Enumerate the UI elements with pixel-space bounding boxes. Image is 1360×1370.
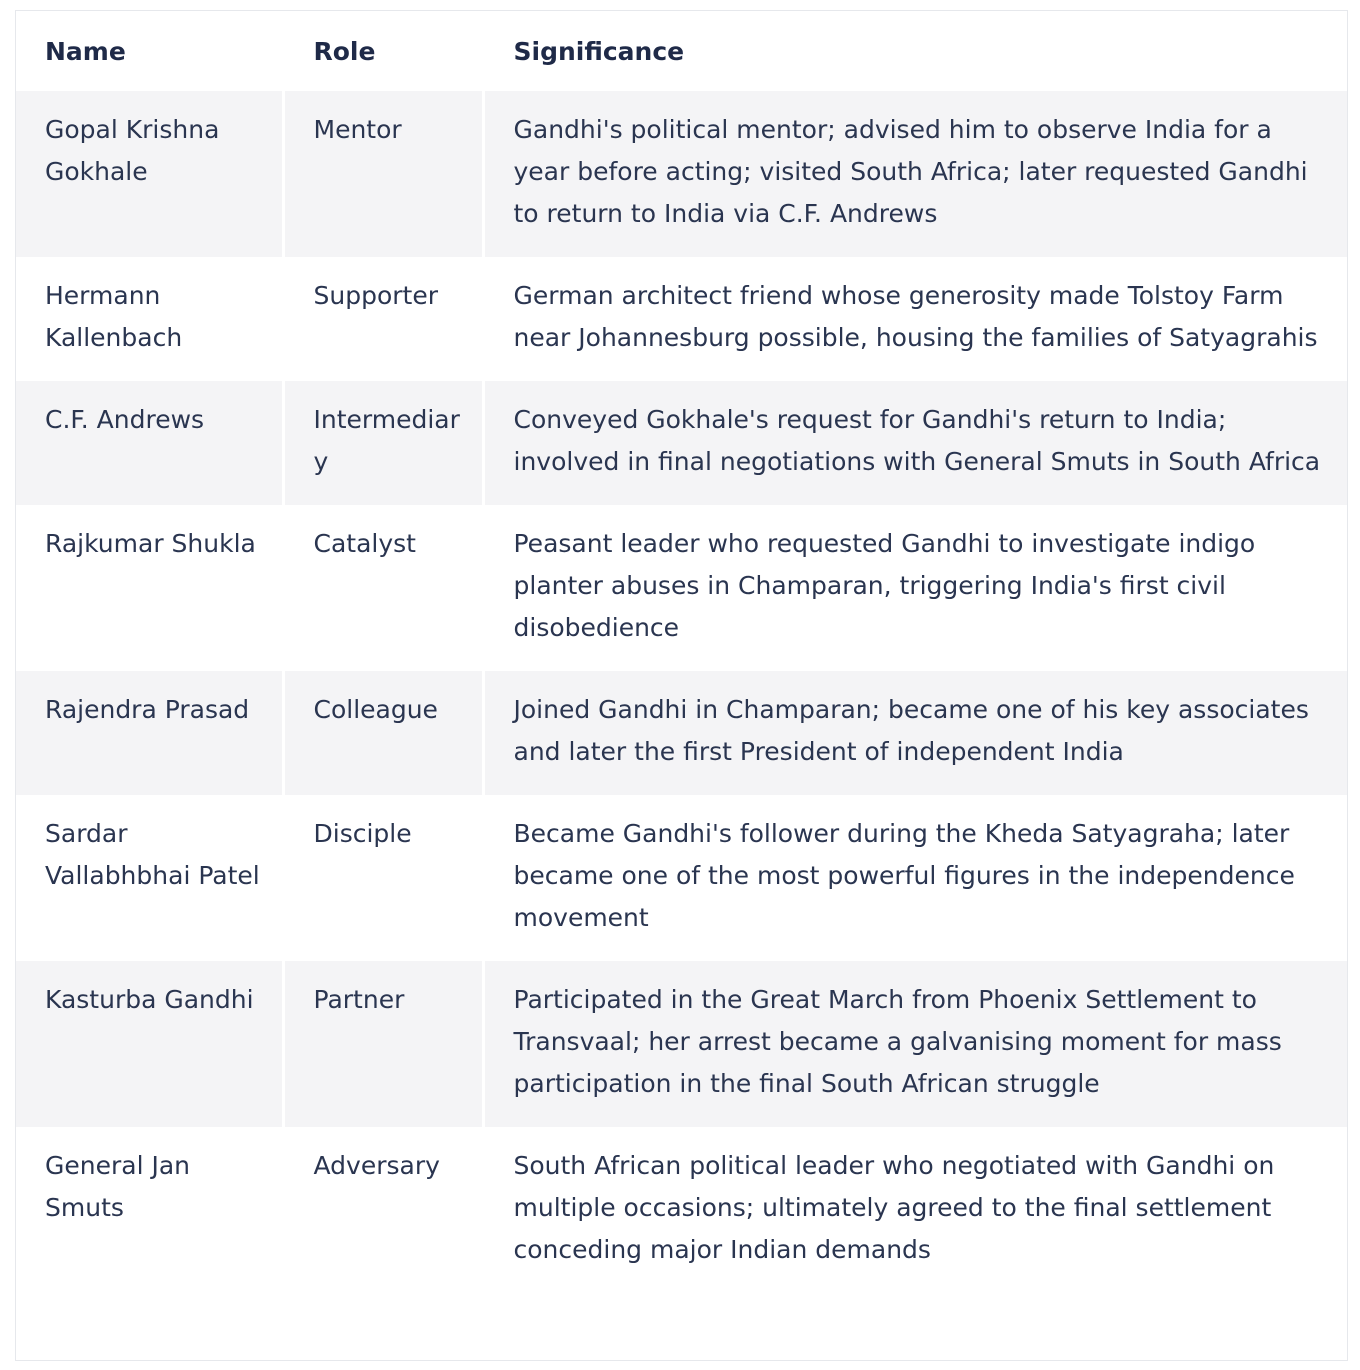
table-row [16,91,1347,257]
column-header-name: Name [16,11,283,91]
name-cell: Rajendra Prasad [16,671,283,795]
table-row [16,671,1347,795]
significance-cell: Conveyed Gokhale's request for Gandhi's return to India; involved in final negotiations with General Smuts in South Africa [483,381,1347,505]
role-cell: Supporter [283,257,483,381]
name-cell: Kasturba Gandhi [16,961,283,1127]
column-header-significance: Significance [483,11,1347,91]
significance-cell: Participated in the Great March from Phoenix Settlement to Transvaal; her arrest became a galvanising moment for mass participation in the final South African struggle [483,961,1347,1127]
role-cell: Intermediary [283,381,483,505]
role-cell: Partner [283,961,483,1127]
table-row [16,1127,1347,1293]
role-cell: Colleague [283,671,483,795]
significance-cell: Peasant leader who requested Gandhi to investigate indigo planter abuses in Champaran, triggering India's first civil disobedience [483,505,1347,671]
name-cell: Rajkumar Shukla [16,505,283,671]
name-cell: General Jan Smuts [16,1127,283,1293]
table-row [16,257,1347,381]
people-table [16,11,1347,1293]
role-cell: Mentor [283,91,483,257]
significance-cell: Became Gandhi's follower during the Kheda Satyagraha; later became one of the most powerful figures in the independence movement [483,795,1347,961]
people-table-container [15,10,1348,1361]
table-row [16,795,1347,961]
significance-cell: South African political leader who negotiated with Gandhi on multiple occasions; ultimately agreed to the final settlement conceding major Indian demands [483,1127,1347,1293]
name-cell: Hermann Kallenbach [16,257,283,381]
significance-cell: Joined Gandhi in Champaran; became one of his key associates and later the first President of independent India [483,671,1347,795]
name-cell: C.F. Andrews [16,381,283,505]
role-cell: Catalyst [283,505,483,671]
role-cell: Adversary [283,1127,483,1293]
role-cell: Disciple [283,795,483,961]
name-cell: Gopal Krishna Gokhale [16,91,283,257]
table-row [16,381,1347,505]
table-row [16,505,1347,671]
table-header-row [16,11,1347,91]
significance-cell: Gandhi's political mentor; advised him to observe India for a year before acting; visited South Africa; later requested Gandhi to return to India via C.F. Andrews [483,91,1347,257]
column-header-role: Role [283,11,483,91]
significance-cell: German architect friend whose generosity made Tolstoy Farm near Johannesburg possible, housing the families of Satyagrahis [483,257,1347,381]
name-cell: Sardar Vallabhbhai Patel [16,795,283,961]
table-row [16,961,1347,1127]
